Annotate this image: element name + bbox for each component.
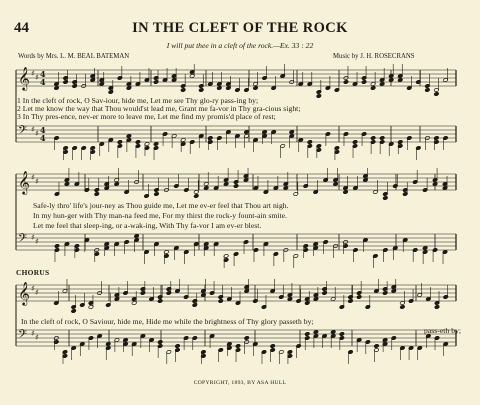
system2-bass-key-sharp: ♯ [31, 233, 35, 242]
chorus-treble-note-notehead [356, 295, 361, 300]
system2-bass-clef: 𝄢 [18, 232, 28, 248]
system2-verse2-lyric: In my hun-ger with Thy man-na feed me, For my thirst the rock-y fount-ain smite. [33, 211, 287, 220]
system1-treble-note-notehead [434, 92, 439, 97]
system1-bass-note-notehead [153, 142, 158, 147]
system1-bass-note-notehead [379, 136, 384, 141]
chorus-bass-note-notehead [374, 344, 379, 349]
system2-treble-note-notehead [94, 192, 99, 197]
system1-bass-clef: 𝄢 [18, 124, 28, 140]
song-title: IN THE CLEFT OF THE ROCK [132, 20, 348, 36]
chorus-label: CHORUS [16, 268, 50, 277]
chorus-bass-clef: 𝄢 [18, 328, 28, 344]
system1-bass-note-notehead [126, 134, 131, 139]
system1-treble-note-notehead [199, 88, 204, 93]
system1-treble-note-notehead [316, 94, 321, 99]
system2-treble-note-notehead [204, 186, 209, 191]
system2-treble-note-notehead [333, 182, 338, 187]
chorus-treble-clef: 𝄞 [18, 281, 30, 305]
copyright-notice: COPYRIGHT, 1893, BY ASA HULL [193, 380, 287, 386]
system1-treble-note-notehead [180, 88, 185, 93]
system1-bass-time-signature: 4 [40, 125, 46, 135]
chorus-bass-key-sharp: ♯ [31, 329, 35, 338]
system1-treble-note-notehead [379, 82, 384, 87]
chorus-treble-note-notehead [348, 299, 353, 304]
system1-treble-note-notehead [398, 78, 403, 83]
chorus-bass-note-notehead [175, 344, 180, 349]
chorus-bass-note-notehead [313, 330, 318, 335]
system2-treble-note-notehead [154, 192, 159, 197]
system1-treble-time-signature: 4 [40, 77, 46, 87]
system2-bass-note-notehead [134, 234, 139, 239]
system1-bass-note-notehead [370, 136, 375, 141]
system1-bass-note-notehead [307, 140, 312, 145]
system2-treble-note-notehead [64, 182, 69, 187]
chorus-treble-note-notehead [434, 305, 439, 310]
epigraph: I will put thee in a cleft of the rock.—Ex. 33 : 22 [166, 41, 314, 50]
system1-bass-note-notehead [352, 140, 357, 145]
chorus-lyric-line: In the cleft of rock, O Saviour, hide me, Hide me while the brightness of Thy glory passeth by; [21, 317, 314, 326]
system1-treble-key-sharp: ♯ [35, 73, 39, 82]
system2-bass-key-sharp: ♯ [35, 237, 39, 246]
chorus-treble-key-sharp: ♯ [35, 288, 39, 297]
system1-bass-time-signature: 4 [40, 133, 46, 143]
system1-treble-note-notehead [54, 86, 59, 91]
system1-treble-note-notehead [425, 88, 430, 93]
system2-treble-note-notehead [194, 194, 199, 199]
system2-treble-note-notehead [114, 182, 119, 187]
chorus-treble-key-sharp: ♯ [31, 284, 35, 293]
chorus-treble-note-notehead [218, 299, 223, 304]
chorus-bass-note-notehead [244, 336, 249, 341]
system2-treble-key-sharp: ♯ [31, 173, 35, 182]
system1-treble-key-sharp: ♯ [31, 69, 35, 78]
music-credit: Music by J. H. ROSECRANS [333, 53, 415, 60]
chorus-echo-lyric: pass-eth by; [424, 326, 462, 335]
chorus-bass-key-sharp: ♯ [35, 333, 39, 342]
system2-treble-note-notehead [223, 182, 228, 187]
system2-treble-note-notehead [233, 184, 238, 189]
chorus-bass-note-notehead [305, 332, 310, 337]
system1-bass-key-sharp: ♯ [35, 129, 39, 138]
system1-treble-note-notehead [217, 86, 222, 91]
system1-bass-note-notehead [244, 130, 249, 135]
chorus-treble-note-notehead [287, 297, 292, 302]
system1-verse3-lyric: 3 In Thy pres-ence, nev-er more to leave me, Let me find my promis'd place of rest; [17, 112, 276, 121]
chorus-bass-note-notehead [106, 342, 111, 347]
system2-treble-note-notehead [383, 196, 388, 201]
system2-verse3-lyric: Let me feel that sleep-ing, or a-wak-ing, With Thy fa-vor I am ev-er blest. [33, 221, 262, 230]
system1-bass-note-notehead [289, 130, 294, 135]
chorus-bass-note-notehead [330, 330, 335, 335]
system1-verse2-lyric: 2 Let me know the way that Thou would'st lead me, Grant me fa-vor in Thy gra-cious sight; [17, 104, 301, 113]
words-credit: Words by Mrs. L. M. BEAL BATEMAN [18, 53, 130, 60]
system1-treble-clef: 𝄞 [18, 66, 30, 90]
system1-bass-key-sharp: ♯ [31, 125, 35, 134]
system2-verse1-lyric: Safe-ly thro' life's jour-ney as Thou guide me, Let me ev-er feel that Thou art nigh. [33, 201, 289, 210]
system2-bass-note-notehead [422, 246, 427, 251]
system1-bass-note-notehead [135, 140, 140, 145]
system1-verse1-lyric: 1 In the cleft of rock, O Sav-iour, hide me, Let me see Thy glo-ry pass-ing by; [17, 96, 259, 105]
page-number: 44 [14, 20, 29, 36]
system2-treble-note-notehead [432, 182, 437, 187]
system1-treble-note-notehead [253, 86, 258, 91]
system1-treble-time-signature: 4 [40, 69, 46, 79]
system1-treble-note-notehead [370, 86, 375, 91]
chorus-treble-note-notehead [157, 299, 162, 304]
system2-treble-clef: 𝄞 [18, 170, 30, 194]
system2-treble-note-notehead [283, 186, 288, 191]
system2-treble-key-sharp: ♯ [35, 177, 39, 186]
system1-treble-note-notehead [361, 80, 366, 85]
chorus-treble-note-notehead [71, 309, 76, 314]
system1-treble-note-notehead [388, 78, 393, 83]
chorus-bass-note-notehead [235, 344, 240, 349]
system1-treble-note-notehead [343, 80, 348, 85]
system1-bass-note-notehead [117, 140, 122, 145]
system2-bass-note-notehead [54, 244, 59, 249]
chorus-bass-note-notehead [270, 344, 275, 349]
system2-treble-note-notehead [343, 190, 348, 195]
chorus-bass-note-notehead [157, 340, 162, 345]
chorus-treble-note-notehead [400, 305, 405, 310]
chorus-bass-note-notehead [339, 332, 344, 337]
